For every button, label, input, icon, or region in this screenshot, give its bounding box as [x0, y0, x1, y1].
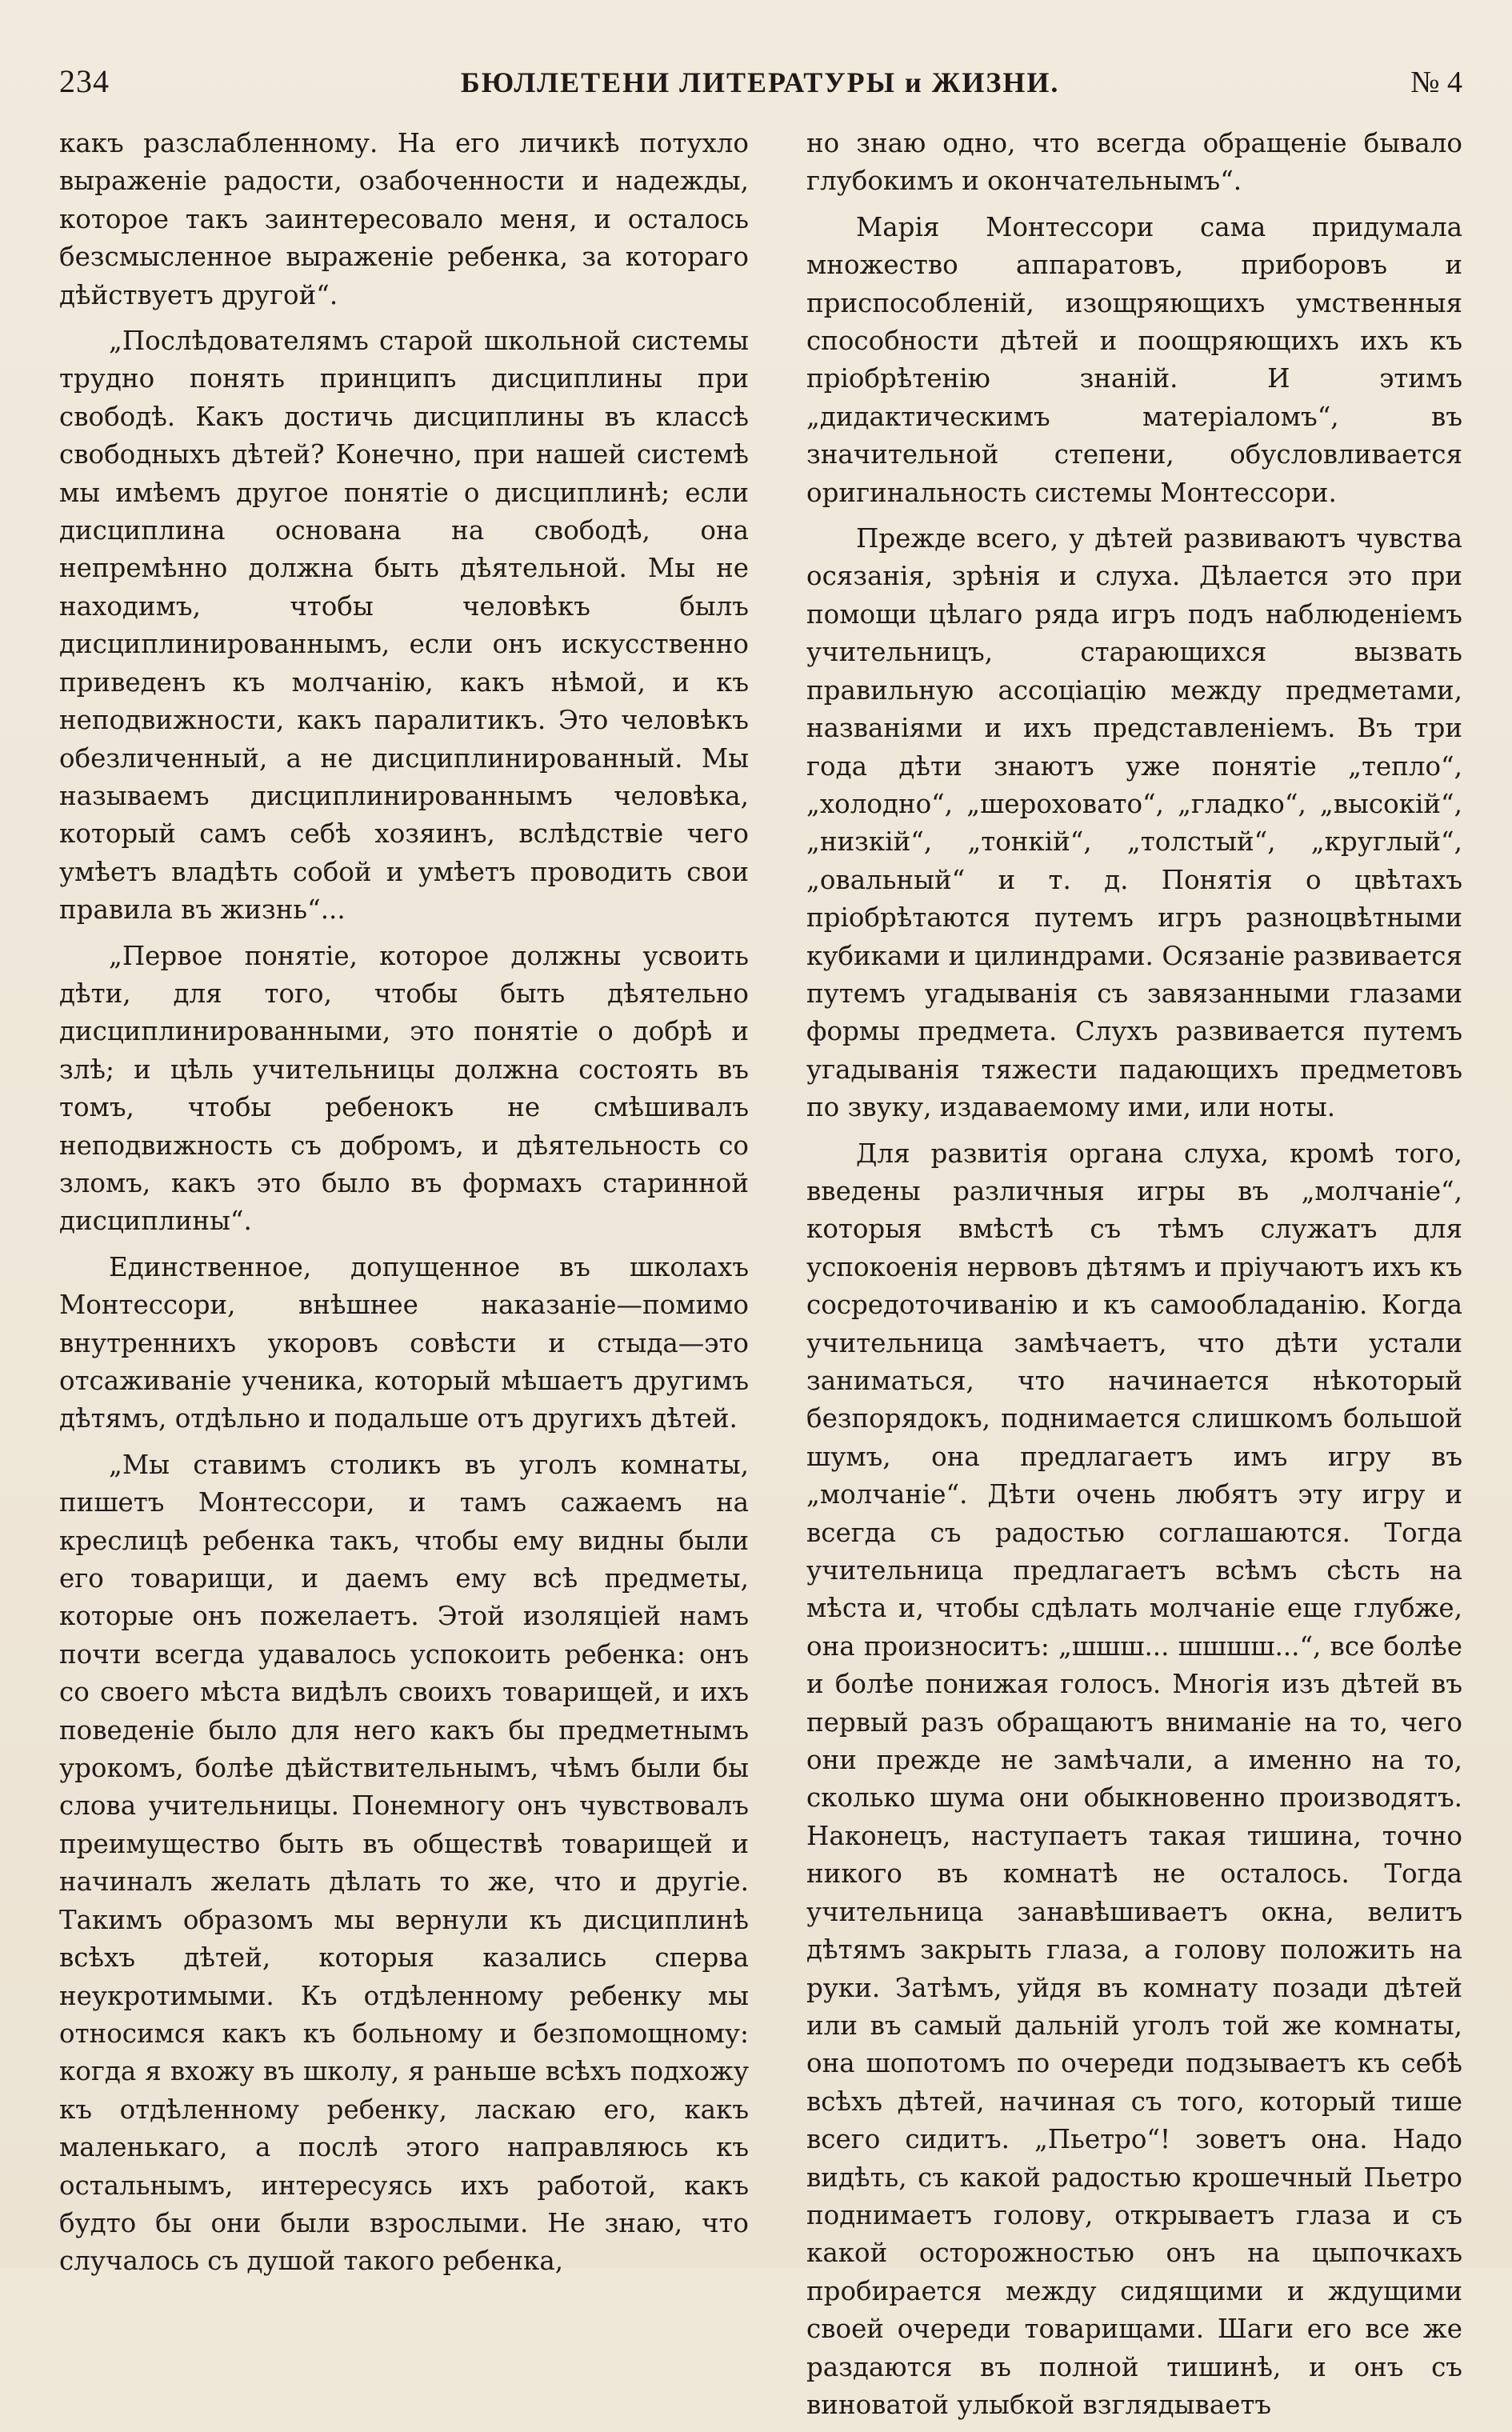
paragraph: „Первое понятіе, которое должны усвоить дѣти, для того, чтобы быть дѣятельно дисциплинированными, это понятіе о добрѣ и злѣ; и цѣль учительницы должна состоять въ томъ, чтобы ребенокъ не смѣшивалъ неподвижность съ добромъ, и дѣятельность со зломъ, какъ это было въ формахъ старинной дисциплины“. — [59, 940, 749, 1237]
paragraph: Марія Монтессори сама придумала множество аппаратовъ, приборовъ и приспособленій, изощряющихъ умственныя способности дѣтей и поощряющихъ ихъ къ пріобрѣтенію знаній. И этимъ „дидактическимъ матеріаломъ“, въ значительной степени, обусловливается оригинальность системы Монтессори. — [806, 211, 1462, 508]
paragraph: „Послѣдователямъ старой школьной системы трудно понять принципъ дисциплины при свободѣ. Какъ достичь дисциплины въ классѣ свободныхъ дѣтей? Конечно, при нашей системѣ мы имѣемъ другое понятіе о дисциплинѣ; если дисциплина основана на свободѣ, она непремѣнно должна быть дѣятельной. Мы не находимъ, чтобы человѣкъ былъ дисциплинированнымъ, если онъ искусственно приведенъ къ молчанію, какъ нѣмой, и къ неподвижности, какъ паралитикъ. Это человѣкъ обезличенный, а не дисциплинированный. Мы называемъ дисциплинированнымъ человѣка, который самъ себѣ хозяинъ, вслѣдствіе чего умѣетъ владѣть собой и умѣетъ проводить свои правила въ жизнь“... — [59, 326, 749, 926]
paragraph: „Мы ставимъ столикъ въ уголъ комнаты, пишетъ Монтессори, и тамъ сажаемъ на креслицѣ ребенка такъ, чтобы ему видны были его товарищи, и даемъ ему всѣ предметы, которые онъ пожелаетъ. Этой изоляціей намъ почти всегда удавалось успокоить ребенка: онъ со своего мѣста видѣлъ своихъ товарищей, и ихъ поведеніе было для него какъ бы предметнымъ урокомъ, болѣе дѣйствительнымъ, чѣмъ были бы слова учительницы. Понемногу онъ чувствовалъ преимущество быть въ обществѣ товарищей и начиналъ желать дѣлать то же, что и другіе. Такимъ образомъ мы вернули къ дисциплинѣ всѣхъ дѣтей, которыя казались сперва неукротимыми. Къ отдѣленному ребенку мы относимся какъ къ больному и безпомощному: когда я вхожу въ школу, я раньше всѣхъ подхожу къ отдѣленному ребенку, ласкаю его, какъ маленькаго, а послѣ этого направляюсь къ остальнымъ, интересуясь ихъ работой, какъ будто бы они были взрослыми. Не знаю, что случалось съ душой такого ребенка, — [59, 1449, 749, 2277]
page-number: 234 — [59, 63, 110, 99]
journal-title: БЮЛЛЕТЕНИ ЛИТЕРАТУРЫ и ЖИЗНИ. — [460, 66, 1060, 98]
left-column — [59, 125, 749, 2432]
paragraph: какъ разслабленному. На его личикѣ потухло выраженіе радости, озабоченности и надежды, которое такъ заинтересовало меня, и осталось безсмысленное выраженіе ребенка, за котораго дѣйствуетъ другой“. — [59, 128, 749, 310]
paragraph: Для развитія органа слуха, кромѣ того, введены различныя игры въ „молчаніе“, которыя вмѣстѣ съ тѣмъ служатъ для успокоенія нервовъ дѣтямъ и пріучаютъ ихъ къ сосредоточиванію и къ самообладанію. Когда учительница замѣчаетъ, что дѣти устали заниматься, что начинается нѣкоторый безпорядокъ, поднимается слишкомъ большой шумъ, она предлагаетъ имъ игру въ „молчаніе“. Дѣти очень любятъ эту игру и всегда съ радостью соглашаются. Тогда учительница предлагаетъ всѣмъ сѣсть на мѣста и, чтобы сдѣлать молчаніе еще глубже, она произноситъ: „шшш... шшшш...“, все болѣе и болѣе понижая голосъ. Многія изъ дѣтей въ первый разъ обращаютъ вниманіе на то, чего они прежде не замѣчали, а именно на то, сколько шума они обыкновенно производятъ. Наконецъ, наступаетъ такая тишина, точно никого въ комнатѣ не осталось. Тогда учительница занавѣшиваетъ окна, велитъ дѣтямъ закрыть глаза, а голову положить на руки. Затѣмъ, уйдя въ комнату позади дѣтей или въ самый дальній уголъ той же комнаты, она шопотомъ по очереди подзываетъ къ себѣ всѣхъ дѣтей, начиная съ того, который тише всего сидитъ. „Пьетро“! зоветъ она. Надо видѣть, съ какой радостью крошечный Пьетро поднимаетъ голову, открываетъ глаза и съ какой осторожностью онъ на цыпочкахъ пробирается между сидящими и ждущими своей очереди товарищами. Шаги его все же раздаются въ полной тишинѣ, и онъ съ виноватой улыбкой взглядываетъ — [806, 1138, 1462, 2420]
paragraph: Единственное, допущенное въ школахъ Монтессори, внѣшнее наказаніе—помимо внутреннихъ укоровъ совѣсти и стыда—это отсаживаніе ученика, который мѣшаетъ другимъ дѣтямъ, отдѣльно и подальше отъ другихъ дѣтей. — [59, 1251, 749, 1434]
paragraph: но знаю одно, что всегда обращеніе бывало глубокимъ и окончательнымъ“. — [806, 128, 1462, 197]
text-columns — [59, 125, 1462, 2432]
issue-number: № 4 — [1410, 66, 1462, 99]
running-header — [59, 62, 1462, 107]
paragraph: Прежде всего, у дѣтей развиваютъ чувства осязанія, зрѣнія и слуха. Дѣлается это при помощи цѣлаго ряда игръ подъ наблюденіемъ учительницъ, старающихся вызвать правильную ассоціацію между предметами, названіями и ихъ представленіемъ. Въ три года дѣти знаютъ уже понятіе „тепло“, „холодно“, „шероховато“, „гладко“, „высокій“, „низкій“, „тонкій“, „толстый“, „круглый“, „овальный“ и т. д. Понятія о цвѣтахъ пріобрѣтаются путемъ игръ разноцвѣтными кубиками и цилиндрами. Осязаніе развивается путемъ угадыванія съ завязанными глазами формы предмета. Слухъ развивается путемъ угадыванія тяжести падающихъ предметовъ по звуку, издаваемому ими, или ноты. — [806, 523, 1462, 1123]
right-column — [806, 125, 1462, 2432]
